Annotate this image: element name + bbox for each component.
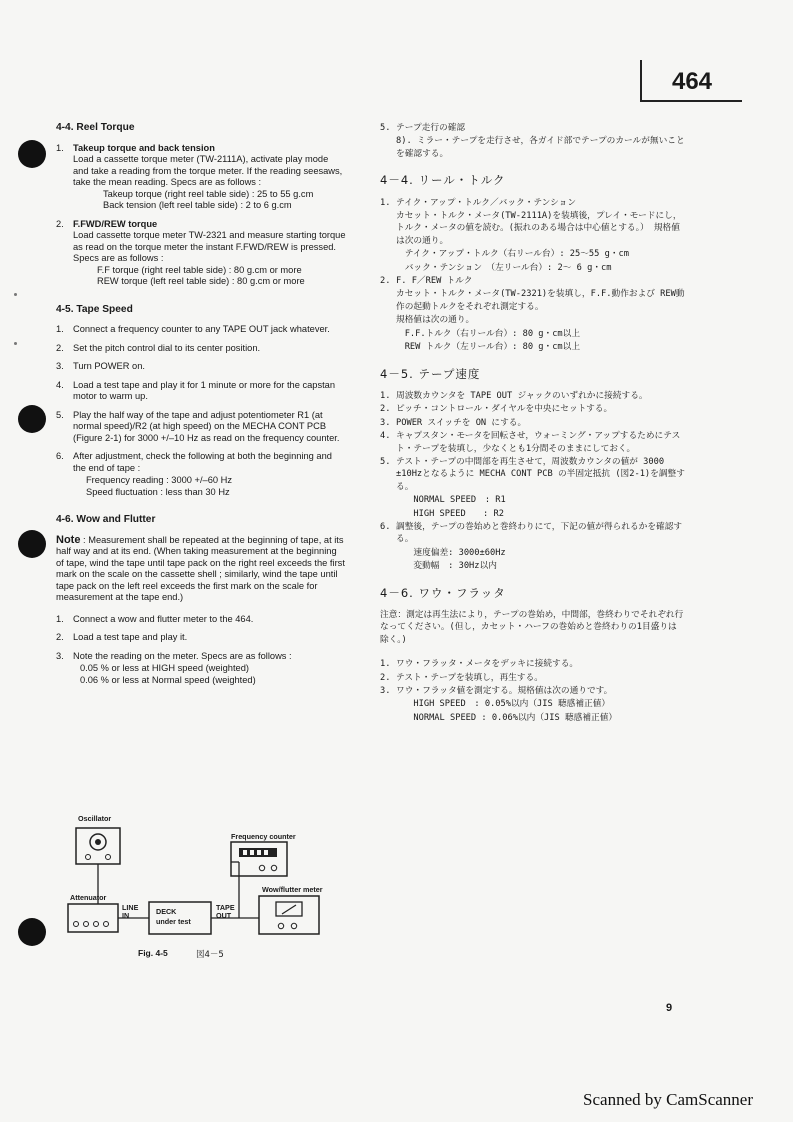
item-text: Note the reading on the meter. Specs are as follows : [73,650,292,661]
list-item [380,328,685,340]
item-text: F. F／REW トルク [396,276,473,287]
list-item: 1. Takeup torque and back tension Load a cassette torque meter (TW-2111A), activate play mode and take a reading from the torque meter. If the reading seesaws, take the mean reading. Specs are as follows : Takeup torque (right reel table side) : 25 to 55 g.cm Back tension (left reel table side) : 2 to 6 g.cm [56,143,346,212]
list-item [56,324,346,336]
list-item [56,361,346,373]
item-number: 2. [380,276,391,287]
line-in-label: LINE IN [122,903,139,920]
list-item [56,614,346,626]
item-text: ワウ・フラッタ値を測定する。規格値は次の通りです。 [396,686,613,697]
list-item [56,380,346,403]
list-item [380,262,685,274]
item-number [380,560,396,572]
item-text: 規格値は次の通り。 [396,315,475,326]
item-number: 3. [380,417,391,428]
english-column [56,122,346,686]
item-text: NORMAL SPEED : R1 [396,495,506,506]
list-item [380,658,685,670]
item-number: 2. [380,672,391,683]
spec-line: 0.05 % or less at HIGH speed (weighted) [80,663,249,673]
item-text: ピッチ・コントロール・ダイヤルを中央にセットする。 [396,404,613,415]
binder-hole [18,140,46,168]
list-item [380,698,685,710]
item-text: REW トルク（左リール台）: 80 g・cm以上 [396,342,581,353]
list-item [380,685,685,697]
item-number: 3. [56,650,64,661]
item-text: 速度偏差: 3000±60Hz [396,547,506,558]
attenuator-label: Attenuator [70,893,107,902]
oscillator-label: Oscillator [78,814,112,823]
list-item [56,651,346,663]
connection-diagram [56,812,356,937]
item-number [380,494,396,506]
page-badge: 464 [640,60,742,102]
item-text: Load a test tape and play it. [73,632,188,642]
item-text: 調整後，テープの巻始めと巻終わりにて，下記の値が得られるかを確認する。 [396,521,683,545]
list-item [380,494,685,506]
item-text: 変動幅 : 30Hz以内 [396,561,497,572]
item-text: テイク・アップ・トルク／バック・テンション [396,197,577,208]
spec-line: F.F torque (right reel table side) : 80 g.cm or more [97,264,302,275]
spec-line: Back tension (left reel table side) : 2 to 6 g.cm [103,200,292,210]
item-number: 1. [380,390,391,401]
list-item [380,430,685,455]
item-text: テスト・テープの中間部を再生させて，周波数カウンタの値が 3000 ±10Hzとなるように MECHA CONT PCB の半固定抵抗 (図2-1)を調整する。 [396,456,685,492]
item-number: 1. [380,197,391,208]
item-number [380,341,396,353]
note-paragraph: Note : Measurement shall be repeated at the beginning of tape, at its half way and at its end. (When taking measurement at the beginning of tape, wind the tape until tape pack on the right reel exceeds the first mark on the scale on the cassette shell ; similarly, wind the tape until tape pack on the left reel exceeds the first mark on the scale for measurement at the tape end.) [56,533,345,602]
item-number [380,248,396,260]
item-number: 4. [380,431,391,442]
list-item [56,410,346,445]
page-number: 9 [666,1002,673,1014]
item-text: Load a test tape and play it for 1 minute or more for the capstan motor to warm up. [73,379,336,401]
item-number [380,328,396,340]
item-number [380,288,396,313]
section-title-4-4: 4-4. Reel Torque [56,122,135,133]
item-number [380,314,396,326]
item-number: 5. [380,456,391,467]
list-item [380,210,685,247]
spec-line: REW torque (left reel table side) : 80 g.cm or more [97,276,305,286]
note-jp: 注意：測定は再生法により，テープの巻始め，中間部，巻終わりでそれぞれ行なってください。(但し，カセット・ハーフの巻始めと巻終わりの1目盛りは除く。) [380,610,684,645]
item-body: Load a cassette torque meter (TW-2111A), activate play mode and take a reading from the torque meter. If the reading seesaws, take the mean reading. Specs are as follows : [73,154,343,187]
spec-line: Speed fluctuation : less than 30 Hz [86,486,230,497]
item-text: テスト・テープを装填し，再生する。 [396,672,543,683]
item-text: テイク・アップ・トルク（右リール台）: 25～55 g・cm [396,249,630,260]
item-text: POWER スイッチを ON にする。 [396,417,527,428]
item-text: Connect a wow and flutter meter to the 464. [73,613,254,624]
list-item [380,547,685,559]
item-heading: Takeup torque and back tension [73,142,215,153]
japanese-column [380,122,685,725]
section-title-4-5-jp: 4－5. テープ速度 [380,366,481,381]
item-number: 5. [56,409,64,420]
list-item [380,560,685,572]
figure-caption-jp: 図4－5 [196,950,224,960]
list-item [380,197,685,209]
binder-hole [18,918,46,946]
list-item [380,341,685,353]
item-text: カセット・トルク・メータ(TW-2321)を装填し，F.F.動作および REW動作の起動トルクをそれぞれ測定する。 [396,289,685,312]
item-text: ワウ・フラッタ・メータをデッキに接続する。 [396,659,579,670]
section-title-4-5: 4-5. Tape Speed [56,303,133,315]
section-title-4-6: 4-6. Wow and Flutter [56,514,156,525]
item-number: 1. [380,659,391,670]
section-title-4-4-jp: 4－4. リール・トルク [380,173,506,188]
list-item [380,508,685,520]
item-body: 8). ミラー・テープを走行させ，各ガイド部でテープのカールが無いことを確認する。 [396,136,685,159]
item-text: F.F.トルク（右リール台）: 80 g・cm以上 [396,328,581,339]
list-item: 5. テープ走行の確認 [380,123,466,133]
scanner-watermark: Scanned by CamScanner [583,1090,753,1109]
item-text: カセット・トルク・メータ(TW-2111A)を装填後，プレイ・モードにし，トルク・メータの値を読む。(振れのある場合は中心値とする。） 規格値は次の通り。 [396,211,682,246]
item-text: Set the pitch control dial to its center position. [73,342,261,353]
item-number: 2. [56,632,64,642]
item-body: Load cassette torque meter TW-2321 and measure starting torque as read on the torque meter the instant F.FWD/REW is pressed. Specs are as follows : [73,230,346,263]
item-number [380,712,396,724]
item-number: 6. [380,521,391,532]
item-number: 6. [56,451,64,461]
item-number: 1. [56,324,64,334]
item-number [380,210,396,247]
list-item [56,632,346,644]
item-text: 周波数カウンタを TAPE OUT ジャックのいずれかに接続する。 [396,390,648,401]
list-item [56,343,346,355]
list-item [380,712,685,724]
scan-speck [14,342,17,345]
item-number [380,698,396,710]
item-number: 1. [56,613,64,624]
section-title-4-6-jp: 4－6. ワウ・フラッタ [380,585,506,600]
list-item [380,456,685,493]
item-heading: F.FWD/REW torque [73,218,158,229]
list-item [380,521,685,546]
item-number: 3. [380,686,391,697]
binder-hole [18,530,46,558]
under-test-label: under test [156,917,191,926]
spec-line: Takeup torque (right reel table side) : 25 to 55 g.cm [103,188,314,199]
list-item [380,417,685,429]
list-item [380,314,685,326]
scan-speck [14,293,17,296]
item-text: HIGH SPEED : R2 [396,508,504,519]
frequency-counter-label: Frequency counter [231,832,296,841]
item-text: HIGH SPEED : 0.05%以内（JIS 聴感補正値） [396,699,611,710]
spec-line: 0.06 % or less at Normal speed (weighted) [80,674,256,685]
list-item [380,275,685,287]
item-text: NORMAL SPEED : 0.06%以内（JIS 聴感補正値） [396,712,618,723]
item-text: Connect a frequency counter to any TAPE OUT jack whatever. [73,324,330,334]
list-item [380,390,685,402]
item-number: 2. [380,404,391,415]
list-item: 2. F.FWD/REW torque Load cassette torque meter TW-2321 and measure starting torque as read on the torque meter the instant F.FWD/REW is pressed. Specs are as follows : F.F torque (right reel table side) : 80 g.cm or more REW torque (left reel table side) : 80 g.cm or more [56,218,346,286]
list-item [380,288,685,313]
deck-label: DECK [156,907,177,916]
item-number [380,508,396,520]
spec-line: Frequency reading : 3000 +/–60 Hz [86,475,233,485]
item-text: キャプスタン・モータを回転させ，ウォーミング・アップするためにテスト・テープを装填し，少なくとも1分間そのままにしておく。 [396,431,681,454]
item-text: バック・テンション （左リール台）: 2～ 6 g・cm [396,262,612,273]
list-item [380,403,685,415]
item-text: After adjustment, check the following at both the beginning and the end of tape : [73,451,332,473]
item-text: Play the half way of the tape and adjust potentiometer R1 (at normal speed)/R2 (at high speed) on the MECHA CONT PCB (Figure 2-1) for 3000 +/–10 Hz as read on the frequency counter. [73,409,340,443]
item-number [380,262,396,274]
item-number [380,547,396,559]
item-number: 4. [56,379,64,390]
item-number: 2. [56,342,64,353]
list-item [380,248,685,260]
tape-out-label: TAPE OUT [216,903,235,920]
figure-4-5 [56,812,356,972]
figure-caption: Fig. 4-5 [138,948,168,958]
list-item [56,451,346,474]
binder-hole [18,405,46,433]
item-number: 3. [56,361,64,371]
wow-flutter-meter-label: Wow/flutter meter [262,885,323,894]
attenuator-box [68,904,118,932]
list-item [380,672,685,684]
item-text: Turn POWER on. [73,361,145,371]
